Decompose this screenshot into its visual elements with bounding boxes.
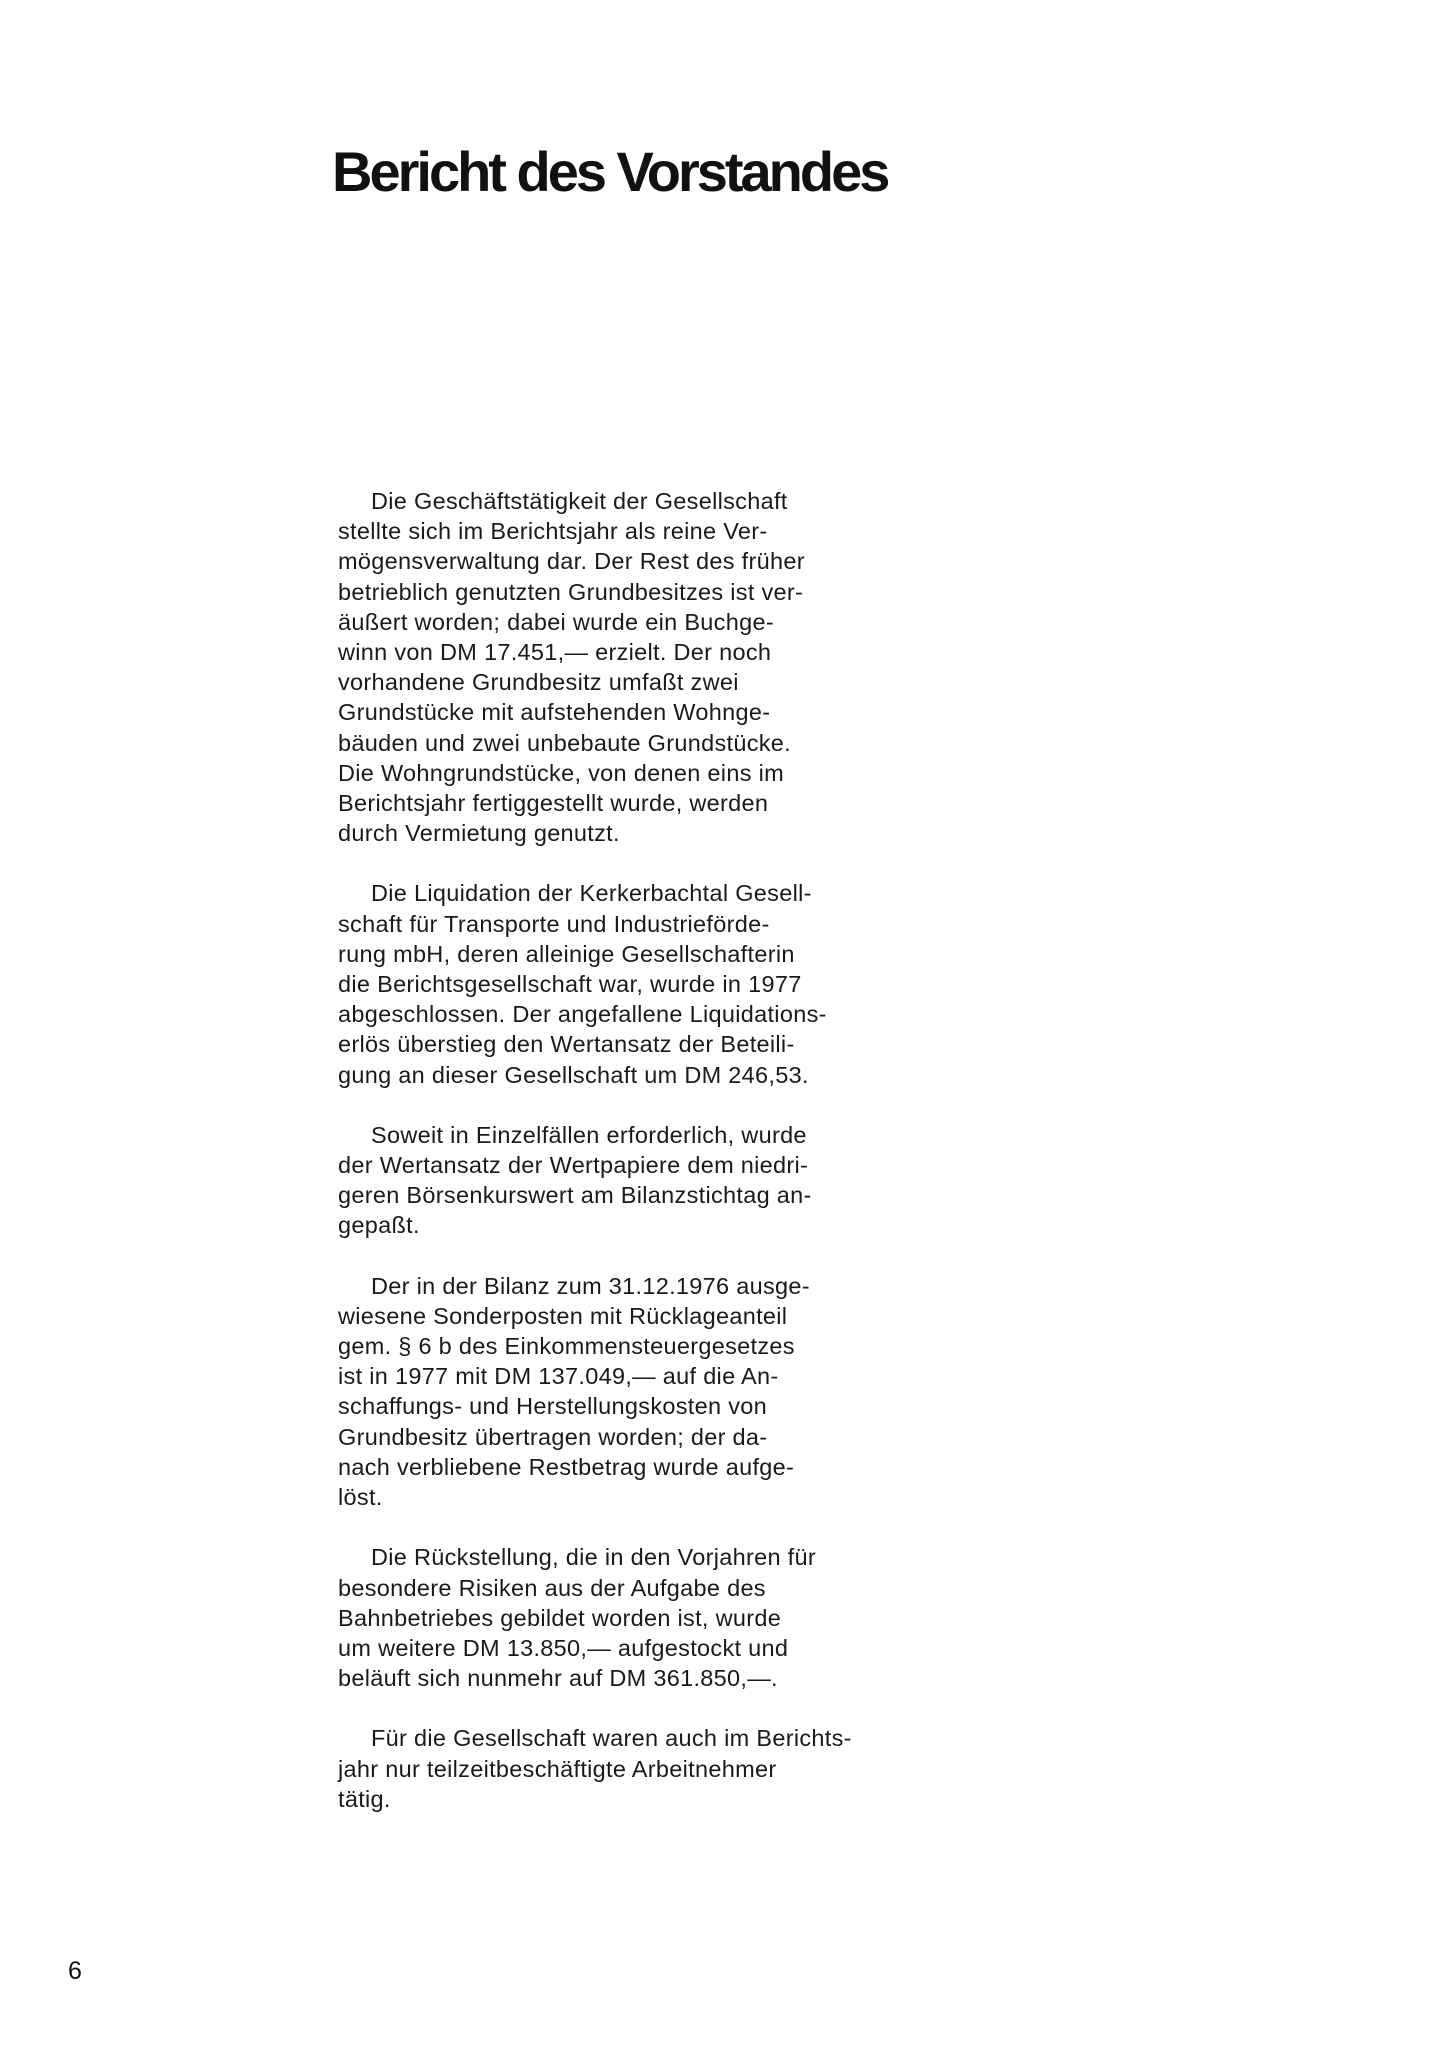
paragraph-line: die Berichtsgesellschaft war, wurde in 1977 — [338, 971, 802, 998]
body-paragraph — [338, 1542, 878, 1693]
body-paragraph — [338, 1120, 878, 1241]
paragraph-line: löst. — [338, 1484, 383, 1511]
paragraph-line: Grundbesitz übertragen worden; der da- — [338, 1423, 768, 1450]
body-paragraph — [338, 1271, 878, 1513]
paragraph-line: Berichtsjahr fertiggestellt wurde, werden — [338, 790, 769, 817]
paragraph-line: geren Börsenkurswert am Bilanzstichtag an- — [338, 1182, 812, 1209]
paragraph-line: rung mbH, deren alleinige Gesellschafterin — [338, 940, 795, 967]
paragraph-line: Der in der Bilanz zum 31.12.1976 ausge- — [371, 1272, 810, 1299]
paragraph-line: tätig. — [338, 1785, 391, 1812]
paragraph-line: Bahnbetriebes gebildet worden ist, wurde — [338, 1604, 782, 1631]
paragraph-line: ist in 1977 mit DM 137.049,— auf die An- — [338, 1363, 779, 1390]
paragraph-line: betrieblich genutzten Grundbesitzes ist ver- — [338, 578, 804, 605]
paragraph-line: vorhandene Grundbesitz umfaßt zwei — [338, 669, 739, 696]
paragraph-line: bäuden und zwei unbebaute Grundstücke. — [338, 729, 791, 756]
paragraph-line: äußert worden; dabei wurde ein Buchge- — [338, 608, 774, 635]
body-paragraph — [338, 878, 878, 1089]
paragraph-line: Die Wohngrundstücke, von denen eins im — [338, 759, 784, 786]
paragraph-line: jahr nur teilzeitbeschäftigte Arbeitnehmer — [338, 1755, 777, 1782]
page-number: 6 — [68, 1957, 82, 1985]
paragraph-line: beläuft sich nunmehr auf DM 361.850,—. — [338, 1665, 778, 1692]
paragraph-line: winn von DM 17.451,— erzielt. Der noch — [338, 639, 772, 666]
paragraph-line: besondere Risiken aus der Aufgabe des — [338, 1574, 766, 1601]
paragraph-line: gem. § 6 b des Einkommensteuergesetzes — [338, 1333, 795, 1360]
paragraph-line: gepaßt. — [338, 1212, 420, 1239]
paragraph-line: durch Vermietung genutzt. — [338, 820, 620, 847]
paragraph-line: nach verbliebene Restbetrag wurde aufge- — [338, 1453, 795, 1480]
paragraph-line: um weitere DM 13.850,— aufgestockt und — [338, 1634, 789, 1661]
paragraph-line: schaffungs- und Herstellungskosten von — [338, 1393, 767, 1420]
paragraph-line: stellte sich im Berichtsjahr als reine Ver- — [338, 518, 768, 545]
paragraph-line: gung an dieser Gesellschaft um DM 246,53. — [338, 1061, 809, 1088]
paragraph-line: Die Geschäftstätigkeit der Gesellschaft — [371, 488, 788, 514]
paragraph-line: Die Liquidation der Kerkerbachtal Gesell- — [371, 880, 812, 907]
page-title: Bericht des Vorstandes — [332, 140, 888, 203]
paragraph-line: wiesene Sonderposten mit Rücklageanteil — [338, 1302, 788, 1329]
paragraph-line: schaft für Transporte und Industrieförde- — [338, 910, 770, 937]
paragraph-line: Die Rückstellung, die in den Vorjahren für — [371, 1544, 816, 1571]
report-body — [338, 486, 878, 1844]
body-paragraph — [338, 486, 878, 848]
paragraph-line: der Wertansatz der Wertpapiere dem niedri- — [338, 1152, 809, 1179]
paragraph-line: mögensverwaltung dar. Der Rest des früher — [338, 548, 805, 575]
body-paragraph — [338, 1723, 878, 1814]
paragraph-line: Grundstücke mit aufstehenden Wohnge- — [338, 699, 771, 726]
paragraph-line: erlös überstieg den Wertansatz der Beteili- — [338, 1031, 795, 1058]
paragraph-line: Für die Gesellschaft waren auch im Berichts- — [371, 1725, 852, 1752]
paragraph-line: Soweit in Einzelfällen erforderlich, wurde — [371, 1121, 807, 1148]
paragraph-line: abgeschlossen. Der angefallene Liquidations- — [338, 1001, 827, 1028]
